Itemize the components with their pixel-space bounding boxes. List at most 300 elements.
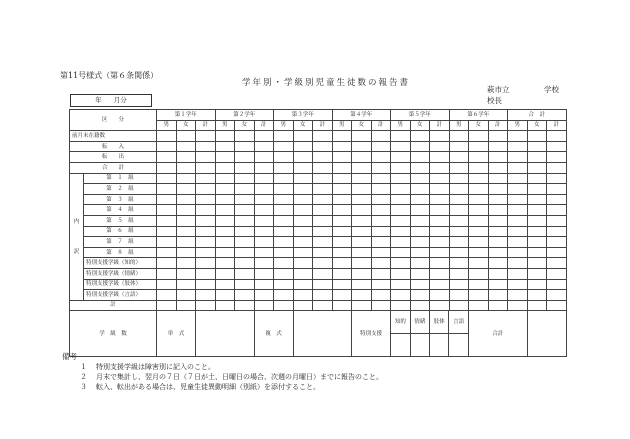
- entry-cell[interactable]: [157, 290, 177, 301]
- entry-cell[interactable]: [293, 162, 313, 173]
- entry-cell[interactable]: [371, 268, 391, 279]
- entry-cell[interactable]: [215, 258, 235, 269]
- entry-cell[interactable]: [371, 290, 391, 301]
- entry-cell[interactable]: [293, 258, 313, 269]
- entry-cell[interactable]: [157, 173, 177, 184]
- entry-cell[interactable]: [488, 194, 508, 205]
- entry-cell[interactable]: [391, 268, 411, 279]
- entry-cell[interactable]: [547, 215, 567, 226]
- special-type-value[interactable]: [410, 334, 429, 357]
- entry-cell[interactable]: [274, 258, 294, 269]
- entry-cell[interactable]: [215, 205, 235, 216]
- special-type-value[interactable]: [391, 334, 410, 357]
- entry-cell[interactable]: [488, 290, 508, 301]
- entry-cell[interactable]: [410, 141, 430, 152]
- entry-cell[interactable]: [430, 194, 450, 205]
- entry-cell[interactable]: [371, 184, 391, 195]
- entry-cell[interactable]: [235, 194, 255, 205]
- entry-cell[interactable]: [508, 268, 528, 279]
- entry-cell[interactable]: [293, 215, 313, 226]
- entry-cell[interactable]: [488, 184, 508, 195]
- entry-cell[interactable]: [410, 226, 430, 237]
- entry-cell[interactable]: [196, 194, 216, 205]
- entry-cell[interactable]: [332, 290, 352, 301]
- entry-cell[interactable]: [547, 279, 567, 290]
- entry-cell[interactable]: [508, 141, 528, 152]
- entry-cell[interactable]: [176, 141, 196, 152]
- entry-cell[interactable]: [196, 184, 216, 195]
- entry-cell[interactable]: [215, 194, 235, 205]
- entry-cell[interactable]: [508, 258, 528, 269]
- entry-cell[interactable]: [430, 237, 450, 248]
- entry-cell[interactable]: [235, 162, 255, 173]
- entry-cell[interactable]: [547, 258, 567, 269]
- entry-cell[interactable]: [157, 258, 177, 269]
- entry-cell[interactable]: [352, 237, 372, 248]
- entry-cell[interactable]: [430, 215, 450, 226]
- entry-cell[interactable]: [527, 152, 547, 163]
- entry-cell[interactable]: [274, 131, 294, 142]
- entry-cell[interactable]: [313, 215, 333, 226]
- entry-cell[interactable]: [293, 173, 313, 184]
- entry-cell[interactable]: [527, 300, 547, 311]
- entry-cell[interactable]: [371, 237, 391, 248]
- entry-cell[interactable]: [547, 300, 567, 311]
- entry-cell[interactable]: [371, 226, 391, 237]
- entry-cell[interactable]: [196, 237, 216, 248]
- entry-cell[interactable]: [313, 290, 333, 301]
- entry-cell[interactable]: [488, 215, 508, 226]
- entry-cell[interactable]: [254, 184, 274, 195]
- entry-cell[interactable]: [547, 152, 567, 163]
- entry-cell[interactable]: [488, 205, 508, 216]
- entry-cell[interactable]: [352, 152, 372, 163]
- entry-cell[interactable]: [527, 131, 547, 142]
- entry-cell[interactable]: [157, 205, 177, 216]
- entry-cell[interactable]: [235, 300, 255, 311]
- entry-cell[interactable]: [274, 279, 294, 290]
- entry-cell[interactable]: [293, 300, 313, 311]
- entry-cell[interactable]: [235, 215, 255, 226]
- entry-cell[interactable]: [176, 237, 196, 248]
- entry-cell[interactable]: [547, 226, 567, 237]
- entry-cell[interactable]: [469, 247, 489, 258]
- entry-cell[interactable]: [254, 162, 274, 173]
- entry-cell[interactable]: [449, 226, 469, 237]
- entry-cell[interactable]: [547, 162, 567, 173]
- total-class-value[interactable]: [527, 311, 566, 357]
- entry-cell[interactable]: [293, 194, 313, 205]
- entry-cell[interactable]: [430, 268, 450, 279]
- entry-cell[interactable]: [469, 162, 489, 173]
- entry-cell[interactable]: [313, 247, 333, 258]
- entry-cell[interactable]: [449, 141, 469, 152]
- entry-cell[interactable]: [410, 300, 430, 311]
- entry-cell[interactable]: [215, 131, 235, 142]
- entry-cell[interactable]: [235, 237, 255, 248]
- entry-cell[interactable]: [157, 194, 177, 205]
- entry-cell[interactable]: [293, 152, 313, 163]
- entry-cell[interactable]: [254, 279, 274, 290]
- entry-cell[interactable]: [469, 237, 489, 248]
- entry-cell[interactable]: [254, 300, 274, 311]
- entry-cell[interactable]: [176, 290, 196, 301]
- entry-cell[interactable]: [430, 205, 450, 216]
- entry-cell[interactable]: [313, 173, 333, 184]
- entry-cell[interactable]: [352, 279, 372, 290]
- entry-cell[interactable]: [332, 173, 352, 184]
- entry-cell[interactable]: [410, 173, 430, 184]
- entry-cell[interactable]: [176, 205, 196, 216]
- entry-cell[interactable]: [235, 141, 255, 152]
- entry-cell[interactable]: [488, 131, 508, 142]
- entry-cell[interactable]: [313, 205, 333, 216]
- entry-cell[interactable]: [449, 290, 469, 301]
- entry-cell[interactable]: [293, 184, 313, 195]
- entry-cell[interactable]: [527, 226, 547, 237]
- entry-cell[interactable]: [196, 152, 216, 163]
- entry-cell[interactable]: [352, 300, 372, 311]
- entry-cell[interactable]: [196, 215, 216, 226]
- entry-cell[interactable]: [176, 194, 196, 205]
- entry-cell[interactable]: [157, 162, 177, 173]
- entry-cell[interactable]: [547, 131, 567, 142]
- entry-cell[interactable]: [176, 131, 196, 142]
- entry-cell[interactable]: [391, 152, 411, 163]
- entry-cell[interactable]: [352, 215, 372, 226]
- entry-cell[interactable]: [196, 173, 216, 184]
- entry-cell[interactable]: [157, 237, 177, 248]
- entry-cell[interactable]: [547, 194, 567, 205]
- entry-cell[interactable]: [449, 194, 469, 205]
- entry-cell[interactable]: [176, 173, 196, 184]
- entry-cell[interactable]: [274, 194, 294, 205]
- entry-cell[interactable]: [332, 247, 352, 258]
- entry-cell[interactable]: [430, 290, 450, 301]
- entry-cell[interactable]: [430, 247, 450, 258]
- entry-cell[interactable]: [410, 184, 430, 195]
- entry-cell[interactable]: [157, 131, 177, 142]
- entry-cell[interactable]: [527, 237, 547, 248]
- entry-cell[interactable]: [547, 268, 567, 279]
- entry-cell[interactable]: [449, 300, 469, 311]
- entry-cell[interactable]: [371, 247, 391, 258]
- entry-cell[interactable]: [352, 205, 372, 216]
- entry-cell[interactable]: [410, 258, 430, 269]
- entry-cell[interactable]: [274, 152, 294, 163]
- entry-cell[interactable]: [176, 279, 196, 290]
- entry-cell[interactable]: [371, 131, 391, 142]
- entry-cell[interactable]: [274, 215, 294, 226]
- entry-cell[interactable]: [508, 162, 528, 173]
- entry-cell[interactable]: [469, 131, 489, 142]
- entry-cell[interactable]: [547, 184, 567, 195]
- entry-cell[interactable]: [488, 173, 508, 184]
- entry-cell[interactable]: [293, 268, 313, 279]
- entry-cell[interactable]: [469, 279, 489, 290]
- entry-cell[interactable]: [176, 226, 196, 237]
- entry-cell[interactable]: [254, 205, 274, 216]
- entry-cell[interactable]: [430, 279, 450, 290]
- entry-cell[interactable]: [352, 258, 372, 269]
- entry-cell[interactable]: [215, 279, 235, 290]
- entry-cell[interactable]: [391, 247, 411, 258]
- entry-cell[interactable]: [332, 131, 352, 142]
- entry-cell[interactable]: [352, 247, 372, 258]
- entry-cell[interactable]: [488, 268, 508, 279]
- entry-cell[interactable]: [176, 162, 196, 173]
- entry-cell[interactable]: [371, 173, 391, 184]
- entry-cell[interactable]: [176, 215, 196, 226]
- entry-cell[interactable]: [313, 300, 333, 311]
- entry-cell[interactable]: [254, 194, 274, 205]
- entry-cell[interactable]: [235, 173, 255, 184]
- entry-cell[interactable]: [332, 152, 352, 163]
- entry-cell[interactable]: [235, 247, 255, 258]
- entry-cell[interactable]: [313, 141, 333, 152]
- entry-cell[interactable]: [235, 279, 255, 290]
- entry-cell[interactable]: [391, 141, 411, 152]
- entry-cell[interactable]: [293, 226, 313, 237]
- entry-cell[interactable]: [157, 279, 177, 290]
- entry-cell[interactable]: [293, 279, 313, 290]
- entry-cell[interactable]: [196, 141, 216, 152]
- entry-cell[interactable]: [449, 184, 469, 195]
- entry-cell[interactable]: [410, 205, 430, 216]
- entry-cell[interactable]: [176, 300, 196, 311]
- entry-cell[interactable]: [391, 162, 411, 173]
- entry-cell[interactable]: [313, 162, 333, 173]
- entry-cell[interactable]: [215, 162, 235, 173]
- entry-cell[interactable]: [215, 268, 235, 279]
- entry-cell[interactable]: [527, 162, 547, 173]
- entry-cell[interactable]: [449, 268, 469, 279]
- entry-cell[interactable]: [430, 162, 450, 173]
- entry-cell[interactable]: [430, 152, 450, 163]
- entry-cell[interactable]: [469, 268, 489, 279]
- entry-cell[interactable]: [313, 237, 333, 248]
- special-type-value[interactable]: [430, 334, 449, 357]
- special-type-value[interactable]: [449, 334, 468, 357]
- entry-cell[interactable]: [410, 268, 430, 279]
- entry-cell[interactable]: [196, 300, 216, 311]
- entry-cell[interactable]: [352, 268, 372, 279]
- entry-cell[interactable]: [176, 268, 196, 279]
- entry-cell[interactable]: [449, 162, 469, 173]
- entry-cell[interactable]: [488, 162, 508, 173]
- entry-cell[interactable]: [469, 300, 489, 311]
- entry-cell[interactable]: [391, 215, 411, 226]
- entry-cell[interactable]: [449, 247, 469, 258]
- entry-cell[interactable]: [157, 141, 177, 152]
- entry-cell[interactable]: [215, 290, 235, 301]
- entry-cell[interactable]: [274, 173, 294, 184]
- entry-cell[interactable]: [449, 173, 469, 184]
- entry-cell[interactable]: [371, 152, 391, 163]
- entry-cell[interactable]: [391, 173, 411, 184]
- entry-cell[interactable]: [508, 247, 528, 258]
- entry-cell[interactable]: [527, 215, 547, 226]
- entry-cell[interactable]: [293, 290, 313, 301]
- entry-cell[interactable]: [508, 226, 528, 237]
- entry-cell[interactable]: [469, 258, 489, 269]
- entry-cell[interactable]: [196, 226, 216, 237]
- entry-cell[interactable]: [157, 268, 177, 279]
- entry-cell[interactable]: [254, 152, 274, 163]
- entry-cell[interactable]: [527, 279, 547, 290]
- entry-cell[interactable]: [449, 258, 469, 269]
- entry-cell[interactable]: [547, 247, 567, 258]
- entry-cell[interactable]: [527, 194, 547, 205]
- entry-cell[interactable]: [410, 152, 430, 163]
- entry-cell[interactable]: [274, 141, 294, 152]
- entry-cell[interactable]: [215, 173, 235, 184]
- entry-cell[interactable]: [527, 205, 547, 216]
- entry-cell[interactable]: [157, 300, 177, 311]
- entry-cell[interactable]: [254, 268, 274, 279]
- entry-cell[interactable]: [157, 184, 177, 195]
- entry-cell[interactable]: [469, 194, 489, 205]
- entry-cell[interactable]: [469, 173, 489, 184]
- entry-cell[interactable]: [332, 300, 352, 311]
- entry-cell[interactable]: [527, 268, 547, 279]
- entry-cell[interactable]: [371, 141, 391, 152]
- entry-cell[interactable]: [157, 215, 177, 226]
- entry-cell[interactable]: [332, 215, 352, 226]
- entry-cell[interactable]: [196, 131, 216, 142]
- entry-cell[interactable]: [196, 205, 216, 216]
- entry-cell[interactable]: [352, 184, 372, 195]
- entry-cell[interactable]: [313, 184, 333, 195]
- entry-cell[interactable]: [352, 173, 372, 184]
- entry-cell[interactable]: [176, 258, 196, 269]
- entry-cell[interactable]: [313, 152, 333, 163]
- entry-cell[interactable]: [391, 290, 411, 301]
- entry-cell[interactable]: [410, 194, 430, 205]
- entry-cell[interactable]: [449, 152, 469, 163]
- entry-cell[interactable]: [274, 205, 294, 216]
- entry-cell[interactable]: [196, 247, 216, 258]
- entry-cell[interactable]: [469, 184, 489, 195]
- report-period-box[interactable]: [70, 94, 152, 107]
- entry-cell[interactable]: [410, 279, 430, 290]
- entry-cell[interactable]: [235, 258, 255, 269]
- entry-cell[interactable]: [527, 290, 547, 301]
- entry-cell[interactable]: [332, 237, 352, 248]
- entry-cell[interactable]: [391, 184, 411, 195]
- entry-cell[interactable]: [352, 141, 372, 152]
- entry-cell[interactable]: [508, 131, 528, 142]
- entry-cell[interactable]: [274, 290, 294, 301]
- entry-cell[interactable]: [430, 300, 450, 311]
- entry-cell[interactable]: [430, 226, 450, 237]
- entry-cell[interactable]: [508, 194, 528, 205]
- entry-cell[interactable]: [391, 237, 411, 248]
- entry-cell[interactable]: [469, 226, 489, 237]
- entry-cell[interactable]: [508, 184, 528, 195]
- entry-cell[interactable]: [215, 247, 235, 258]
- entry-cell[interactable]: [352, 290, 372, 301]
- entry-cell[interactable]: [430, 258, 450, 269]
- entry-cell[interactable]: [508, 152, 528, 163]
- entry-cell[interactable]: [293, 131, 313, 142]
- entry-cell[interactable]: [293, 141, 313, 152]
- entry-cell[interactable]: [254, 141, 274, 152]
- entry-cell[interactable]: [176, 247, 196, 258]
- entry-cell[interactable]: [527, 258, 547, 269]
- entry-cell[interactable]: [430, 131, 450, 142]
- entry-cell[interactable]: [332, 226, 352, 237]
- entry-cell[interactable]: [215, 215, 235, 226]
- entry-cell[interactable]: [391, 205, 411, 216]
- entry-cell[interactable]: [371, 258, 391, 269]
- entry-cell[interactable]: [215, 152, 235, 163]
- entry-cell[interactable]: [274, 237, 294, 248]
- entry-cell[interactable]: [293, 205, 313, 216]
- entry-cell[interactable]: [488, 226, 508, 237]
- entry-cell[interactable]: [527, 173, 547, 184]
- entry-cell[interactable]: [430, 173, 450, 184]
- entry-cell[interactable]: [547, 205, 567, 216]
- entry-cell[interactable]: [235, 184, 255, 195]
- entry-cell[interactable]: [313, 258, 333, 269]
- entry-cell[interactable]: [254, 247, 274, 258]
- entry-cell[interactable]: [332, 279, 352, 290]
- entry-cell[interactable]: [235, 290, 255, 301]
- entry-cell[interactable]: [352, 226, 372, 237]
- entry-cell[interactable]: [313, 268, 333, 279]
- entry-cell[interactable]: [274, 226, 294, 237]
- entry-cell[interactable]: [332, 268, 352, 279]
- entry-cell[interactable]: [449, 215, 469, 226]
- entry-cell[interactable]: [254, 290, 274, 301]
- entry-cell[interactable]: [235, 205, 255, 216]
- entry-cell[interactable]: [274, 162, 294, 173]
- entry-cell[interactable]: [410, 290, 430, 301]
- entry-cell[interactable]: [254, 131, 274, 142]
- entry-cell[interactable]: [332, 205, 352, 216]
- entry-cell[interactable]: [196, 258, 216, 269]
- entry-cell[interactable]: [547, 173, 567, 184]
- entry-cell[interactable]: [274, 300, 294, 311]
- entry-cell[interactable]: [449, 205, 469, 216]
- entry-cell[interactable]: [488, 152, 508, 163]
- entry-cell[interactable]: [215, 226, 235, 237]
- entry-cell[interactable]: [391, 279, 411, 290]
- entry-cell[interactable]: [430, 184, 450, 195]
- entry-cell[interactable]: [410, 215, 430, 226]
- entry-cell[interactable]: [274, 247, 294, 258]
- entry-cell[interactable]: [215, 300, 235, 311]
- entry-cell[interactable]: [508, 290, 528, 301]
- entry-cell[interactable]: [215, 237, 235, 248]
- entry-cell[interactable]: [508, 279, 528, 290]
- entry-cell[interactable]: [196, 290, 216, 301]
- entry-cell[interactable]: [547, 290, 567, 301]
- entry-cell[interactable]: [196, 279, 216, 290]
- entry-cell[interactable]: [488, 300, 508, 311]
- entry-cell[interactable]: [508, 205, 528, 216]
- entry-cell[interactable]: [196, 268, 216, 279]
- entry-cell[interactable]: [430, 141, 450, 152]
- entry-cell[interactable]: [527, 247, 547, 258]
- entry-cell[interactable]: [157, 152, 177, 163]
- entry-cell[interactable]: [274, 268, 294, 279]
- entry-cell[interactable]: [371, 162, 391, 173]
- entry-cell[interactable]: [488, 247, 508, 258]
- entry-cell[interactable]: [352, 194, 372, 205]
- entry-cell[interactable]: [527, 184, 547, 195]
